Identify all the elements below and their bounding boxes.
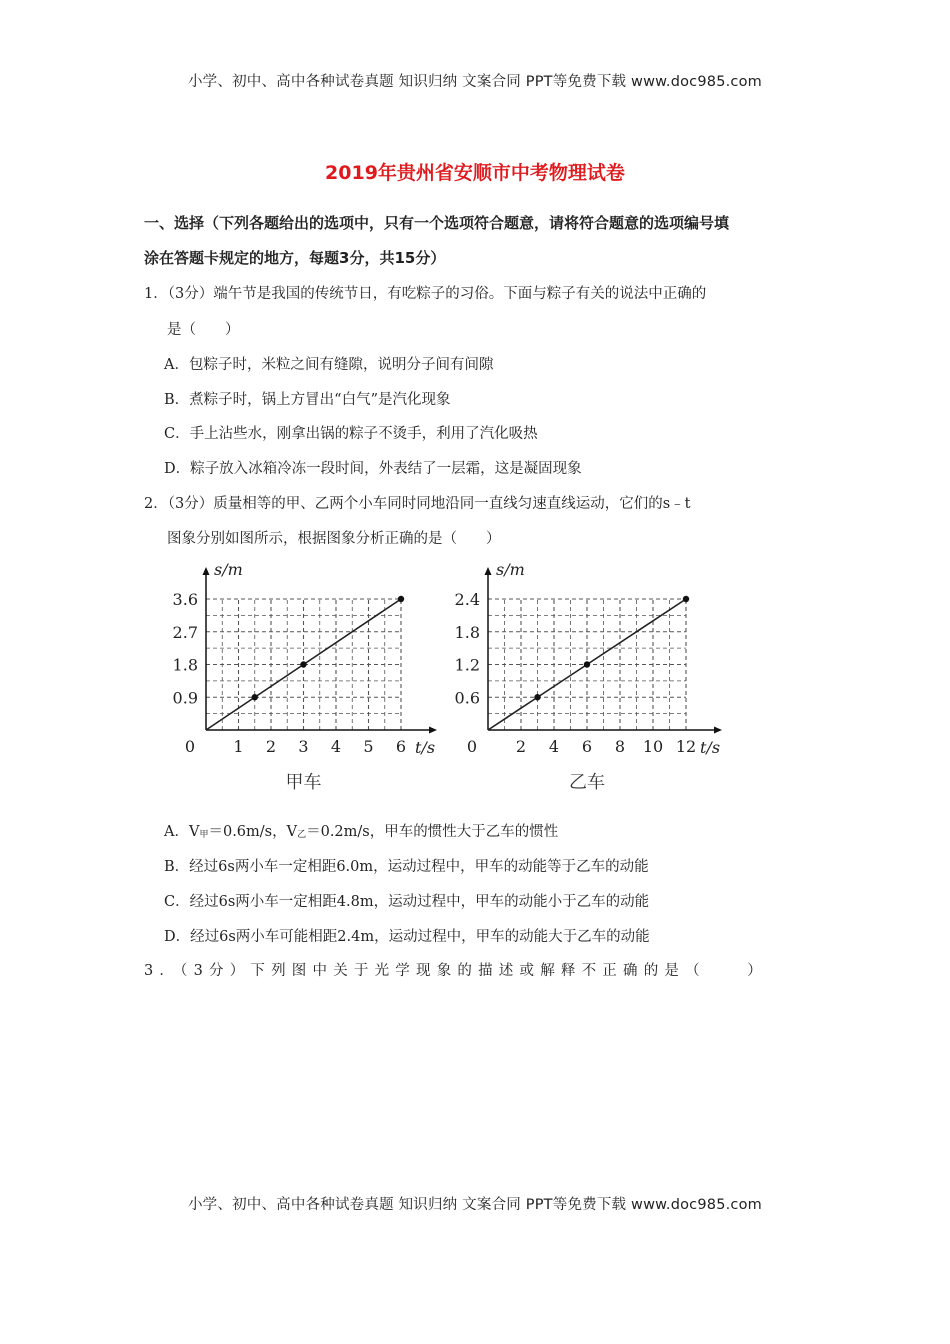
q3-stem-line-1: 3．（3分）下列图中关于光学现象的描述或解释不正确的是（ ）	[144, 963, 768, 979]
origin-label: 0	[184, 737, 196, 756]
page-header: 小学、初中、高中各种试卷真题 知识归纳 文案合同 PPT等免费下载 www.doc985.com	[187, 74, 763, 90]
q2-stem-line-1: 2．（3分）质量相等的甲、乙两个小车同时同地沿同一直线匀速直线运动，它们的s﹣t	[144, 496, 691, 512]
y-tick-label: 1.8	[172, 655, 198, 675]
q2-option-d: D．经过6s两小车可能相距2.4m，运动过程中，甲车的动能大于乙车的动能	[164, 929, 650, 945]
y-axis-label: s/m	[214, 560, 243, 579]
q1-stem-line-1: 1．（3分）端午节是我国的传统节日，有吃粽子的习俗。下面与粽子有关的说法中正确的	[144, 286, 707, 302]
y-axis-label: s/m	[496, 560, 525, 579]
q2-option-a-sub-yi: 乙	[297, 830, 307, 840]
q2-option-c: C．经过6s两小车一定相距4.8m，运动过程中，甲车的动能小于乙车的动能	[164, 894, 650, 910]
x-axis-arrow	[429, 727, 437, 734]
y-axis-arrow	[485, 567, 492, 575]
q2-stem-line-2: 图象分别如图所示，根据图象分析正确的是（ ）	[167, 531, 501, 547]
q1-option-d: D．粽子放入冰箱冷冻一段时间，外表结了一层霜，这是凝固现象	[164, 461, 582, 477]
data-point	[398, 596, 404, 602]
chart-title: 甲车	[285, 772, 322, 793]
origin-label: 0	[466, 737, 478, 756]
y-tick-label: 1.8	[454, 622, 480, 642]
y-tick-label: 0.9	[172, 688, 198, 708]
y-tick-label: 1.2	[454, 655, 480, 675]
x-tick-label: 2	[515, 737, 527, 756]
q2-option-b: B．经过6s两小车一定相距6.0m，运动过程中，甲车的动能等于乙车的动能	[164, 859, 649, 875]
section-heading-line-2: 涂在答题卡规定的地方，每题3分，共15分）	[144, 249, 446, 267]
data-point	[534, 694, 540, 700]
q2-option-a-pre: A．V	[164, 824, 200, 840]
x-tick-label: 3	[298, 737, 309, 756]
data-point	[584, 661, 590, 667]
q1-option-b: B．煮粽子时，锅上方冒出“白气”是汽化现象	[164, 392, 451, 408]
y-tick-label: 3.6	[172, 590, 198, 609]
x-axis-label: t/s	[415, 738, 436, 757]
chart-jia	[173, 560, 437, 793]
chart-title: 乙车	[569, 772, 605, 793]
y-tick-label: 2.4	[454, 590, 480, 609]
q1-option-c: C．手上沾些水，刚拿出锅的粽子不烫手，利用了汽化吸热	[164, 426, 538, 442]
q2-option-a-post: ＝0.2m/s，甲车的惯性大于乙车的惯性	[306, 824, 559, 840]
x-tick-label: 2	[265, 737, 277, 756]
x-tick-label: 10	[642, 737, 664, 756]
x-tick-label: 4	[330, 737, 342, 756]
data-point	[300, 661, 306, 667]
q2-option-a	[164, 820, 558, 841]
chart-yi	[455, 560, 722, 793]
x-tick-label: 12	[675, 737, 697, 756]
y-tick-label: 0.6	[454, 688, 480, 708]
q2-option-a-sub-jia: 甲	[199, 830, 209, 840]
y-axis-arrow	[203, 567, 210, 575]
x-tick-label: 4	[548, 737, 560, 756]
x-axis-arrow	[714, 727, 722, 734]
page-footer: 小学、初中、高中各种试卷真题 知识归纳 文案合同 PPT等免费下载 www.doc985.com	[187, 1197, 763, 1213]
x-tick-label: 1	[233, 737, 244, 756]
x-tick-label: 8	[614, 737, 626, 756]
data-point	[252, 694, 258, 700]
x-axis-label: t/s	[700, 738, 721, 757]
page-title: 2019年贵州省安顺市中考物理试卷	[325, 162, 625, 184]
x-tick-label: 6	[581, 737, 593, 756]
data-point	[683, 596, 689, 602]
x-tick-label: 5	[363, 737, 374, 756]
q2-option-a-mid: ＝0.6m/s，V	[208, 824, 298, 840]
q1-option-a: A．包粽子时，米粒之间有缝隙，说明分子间有间隙	[164, 357, 494, 373]
x-tick-label: 6	[395, 737, 407, 756]
q2-charts	[0, 555, 950, 805]
section-heading-line-1: 一、选择（下列各题给出的选项中，只有一个选项符合题意，请将符合题意的选项编号填	[144, 214, 730, 232]
q1-stem-line-2: 是（ ）	[167, 322, 240, 338]
y-tick-label: 2.7	[172, 622, 198, 642]
